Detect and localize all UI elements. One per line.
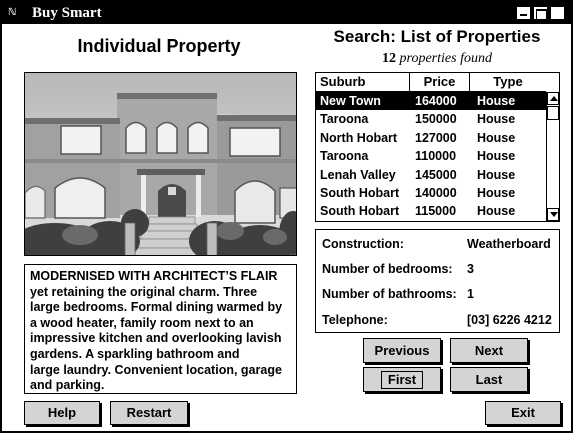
scroll-up-icon[interactable] xyxy=(547,92,559,105)
bedrooms-value: 3 xyxy=(467,262,474,276)
list-header xyxy=(316,73,546,92)
row-type: House xyxy=(477,185,516,200)
restart-button[interactable]: Restart xyxy=(110,401,188,425)
page-title: Individual Property xyxy=(77,36,241,56)
list-row-selected[interactable] xyxy=(316,92,546,110)
description-line: large bedrooms. Formal dining warmed by xyxy=(30,300,283,315)
results-count-number: 12 xyxy=(382,51,397,66)
scroll-thumb[interactable] xyxy=(547,106,559,120)
results-count-label: properties found xyxy=(399,51,492,66)
description-line: impressive kitchen and overlooking lavish xyxy=(30,331,282,346)
telephone-value: [03] 6226 4212 xyxy=(467,313,552,327)
bedrooms-label: Number of bedrooms: xyxy=(322,262,453,276)
row-suburb: North Hobart xyxy=(320,130,398,145)
description-line: gardens. A sparkling bathroom and xyxy=(30,346,240,361)
list-row[interactable] xyxy=(316,184,546,202)
description-line: MODERNISED WITH ARCHITECT’S FLAIR xyxy=(30,269,278,283)
row-suburb: South Hobart xyxy=(320,185,400,200)
help-button[interactable]: Help xyxy=(24,401,100,425)
description-line: yet retaining the original charm. Three xyxy=(30,284,258,299)
list-scrollbar[interactable] xyxy=(546,92,559,221)
maximize-icon[interactable] xyxy=(533,6,548,20)
description-line: large laundry. Convenient location, garage xyxy=(30,362,282,377)
property-photo xyxy=(24,72,297,256)
row-type: House xyxy=(477,130,516,145)
results-count xyxy=(314,51,560,67)
previous-button[interactable]: Previous xyxy=(363,338,441,363)
property-details xyxy=(315,229,560,333)
row-type: House xyxy=(477,204,516,219)
exit-button[interactable]: Exit xyxy=(485,401,561,425)
row-price: 164000 xyxy=(415,94,457,108)
row-suburb: South Hobart xyxy=(320,204,400,219)
row-price: 145000 xyxy=(415,167,457,182)
row-type: House xyxy=(477,94,516,108)
minimize-icon[interactable] xyxy=(516,6,531,20)
row-type: House xyxy=(477,149,516,164)
construction-label: Construction: xyxy=(322,237,404,251)
row-price: 127000 xyxy=(415,130,457,145)
list-row[interactable] xyxy=(316,110,546,128)
bathrooms-label: Number of bathrooms: xyxy=(322,287,457,301)
close-icon: ✕ xyxy=(552,6,563,19)
close-button[interactable] xyxy=(550,6,565,20)
column-header-price[interactable]: Price xyxy=(410,73,470,91)
row-suburb: Taroona xyxy=(320,149,369,164)
row-price: 150000 xyxy=(415,112,457,127)
list-row[interactable] xyxy=(316,202,546,220)
last-button[interactable]: Last xyxy=(450,367,528,392)
telephone-label: Telephone: xyxy=(322,313,388,327)
column-header-suburb[interactable]: Suburb xyxy=(316,73,410,91)
column-header-type[interactable]: Type xyxy=(493,74,523,89)
scroll-down-icon[interactable] xyxy=(547,208,559,221)
next-button[interactable]: Next xyxy=(450,338,528,363)
row-price: 140000 xyxy=(415,185,457,200)
row-suburb: Lenah Valley xyxy=(320,167,396,182)
row-price: 110000 xyxy=(415,149,457,164)
row-suburb: Taroona xyxy=(320,112,369,127)
first-button-label: First xyxy=(381,371,423,389)
row-type: House xyxy=(477,112,516,127)
description-line: and parking. xyxy=(30,378,105,393)
list-row[interactable] xyxy=(316,166,546,184)
construction-value: Weatherboard xyxy=(467,237,551,251)
property-list[interactable] xyxy=(315,72,560,222)
house-photo xyxy=(25,73,297,256)
list-row[interactable] xyxy=(316,147,546,165)
first-button[interactable] xyxy=(363,367,441,392)
bathrooms-value: 1 xyxy=(467,287,474,301)
list-row[interactable] xyxy=(316,129,546,147)
property-description xyxy=(24,264,297,394)
row-price: 115000 xyxy=(415,204,457,219)
search-heading: Search: List of Properties xyxy=(333,27,541,46)
row-suburb: New Town xyxy=(320,94,381,108)
title-bar[interactable] xyxy=(2,2,571,24)
description-line: a wood heater, family room next to an xyxy=(30,315,254,330)
list-rows xyxy=(316,92,546,221)
row-type: House xyxy=(477,167,516,182)
app-logo-icon[interactable]: ℕ xyxy=(8,7,17,18)
window-title: Buy Smart xyxy=(32,5,102,21)
